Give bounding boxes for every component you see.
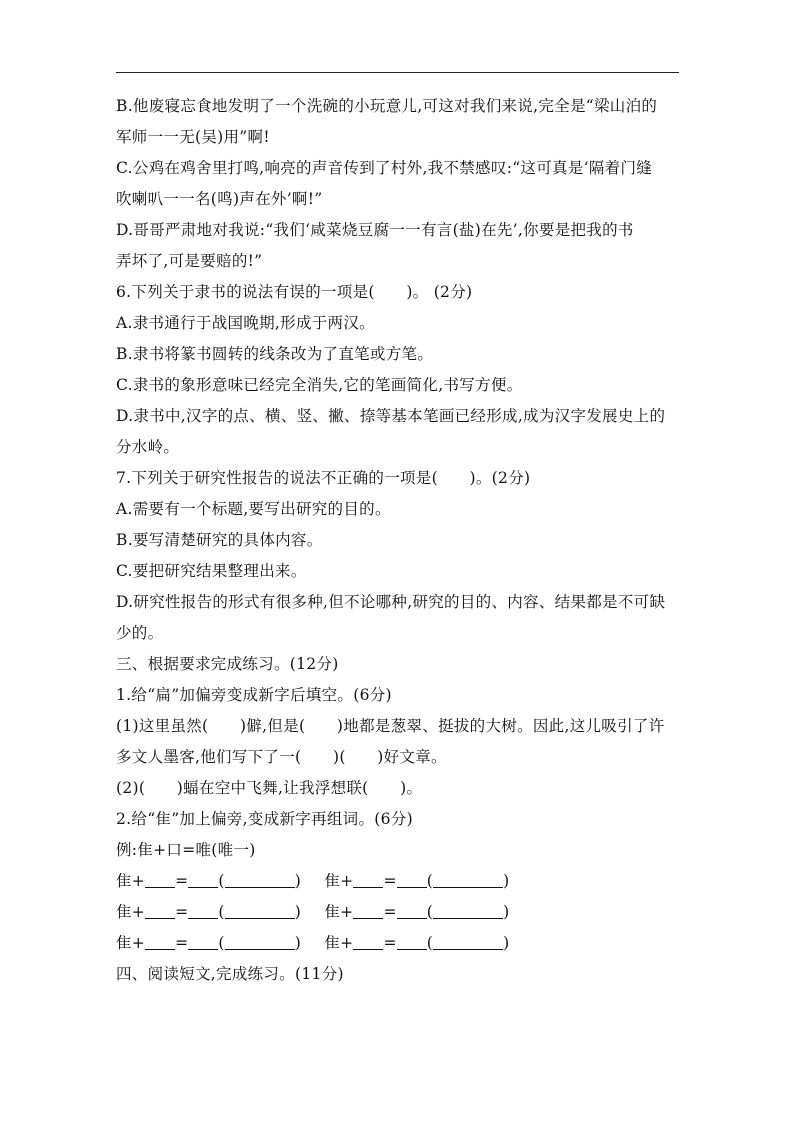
q7-option-d-line-1: D.研究性报告的形式有很多种,但不论哪种,研究的目的、内容、结果都是不可缺 (116, 593, 666, 611)
fill-item: 隹+ = ( ) (116, 872, 302, 890)
option-b-line-1: B.他废寝忘食地发明了一个洗碗的小玩意儿,可这对我们来说,完全是“梁山泊的 (116, 97, 658, 115)
answer-blank[interactable] (188, 934, 218, 950)
exercise-2-heading: 2.给“隹”加上偏旁,变成新字再组词。(6分) (116, 810, 413, 828)
fill-item: 隹+ = ( ) (324, 903, 510, 921)
q6-option-d-line-1: D.隶书中,汉字的点、横、竖、撇、捺等基本笔画已经形成,成为汉字发展史上的 (116, 407, 666, 425)
fill-item: 隹+ = ( ) (324, 934, 510, 952)
q7-option-d-line-2: 少的。 (116, 624, 164, 642)
question-7: 7.下列关于研究性报告的说法不正确的一项是( )。(2分) (116, 469, 531, 487)
answer-blank[interactable] (145, 934, 175, 950)
q6-option-d-line-2: 分水岭。 (116, 438, 180, 456)
answer-blank[interactable] (188, 903, 218, 919)
fill-item: 隹+ = ( ) (116, 903, 302, 921)
q7-option-c: C.要把研究结果整理出来。 (116, 562, 307, 580)
question-6: 6.下列关于隶书的说法有误的一项是( )。 (2分) (116, 283, 473, 301)
option-c-line-1: C.公鸡在鸡舍里打鸣,响亮的声音传到了村外,我不禁感叹:“这可真是‘隔着门缝 (116, 159, 653, 177)
q7-option-a: A.需要有一个标题,要写出研究的目的。 (116, 500, 391, 518)
exercise-1-heading: 1.给“扁”加偏旁变成新字后填空。(6分) (116, 686, 392, 704)
fill-row-3 (116, 933, 509, 953)
fill-row-2 (116, 902, 509, 922)
answer-blank[interactable] (353, 903, 383, 919)
fill-item: 隹+ = ( ) (324, 872, 510, 890)
answer-blank[interactable] (145, 903, 175, 919)
q6-option-a: A.隶书通行于战国晚期,形成于两汉。 (116, 314, 375, 332)
option-d-line-1: D.哥哥严肃地对我说:“我们‘咸菜烧豆腐一一有言(盐)在先’,你要是把我的书 (116, 221, 634, 239)
answer-blank[interactable] (397, 872, 427, 888)
answer-blank[interactable] (353, 934, 383, 950)
section-4-heading: 四、阅读短文,完成练习。(11分) (116, 965, 344, 983)
header-rule (116, 72, 679, 73)
option-d-line-2: 弄坏了,可是要赔的!” (116, 252, 263, 270)
answer-blank[interactable] (433, 872, 503, 888)
fill-row-1 (116, 871, 509, 891)
option-b-line-2: 军师一一无(吴)用”啊! (116, 128, 270, 146)
exercise-1-sentence-1-line-1: (1)这里虽然( )僻,但是( )地都是葱翠、挺拔的大树。因此,这儿吸引了许 (116, 717, 665, 735)
answer-blank[interactable] (353, 872, 383, 888)
answer-blank[interactable] (225, 934, 295, 950)
answer-blank[interactable] (225, 872, 295, 888)
exercise-1-sentence-2: (2)( )蝠在空中飞舞,让我浮想联( )。 (116, 779, 423, 797)
answer-blank[interactable] (433, 934, 503, 950)
exercise-2-example: 例:隹+口=唯(唯一) (116, 841, 256, 859)
answer-blank[interactable] (433, 903, 503, 919)
q7-option-b: B.要写清楚研究的具体内容。 (116, 531, 323, 549)
option-c-line-2: 吹喇叭一一名(鸣)声在外’啊!” (116, 190, 323, 208)
answer-blank[interactable] (188, 872, 218, 888)
section-3-heading: 三、根据要求完成练习。(12分) (116, 655, 339, 673)
exercise-1-sentence-1-line-2: 多文人墨客,他们写下了一( )( )好文章。 (116, 748, 447, 766)
answer-blank[interactable] (397, 903, 427, 919)
answer-blank[interactable] (145, 872, 175, 888)
q6-option-b: B.隶书将篆书圆转的线条改为了直笔或方笔。 (116, 345, 434, 363)
answer-blank[interactable] (225, 903, 295, 919)
answer-blank[interactable] (397, 934, 427, 950)
q6-option-c: C.隶书的象形意味已经完全消失,它的笔画简化,书写方便。 (116, 376, 523, 394)
fill-item: 隹+ = ( ) (116, 934, 302, 952)
